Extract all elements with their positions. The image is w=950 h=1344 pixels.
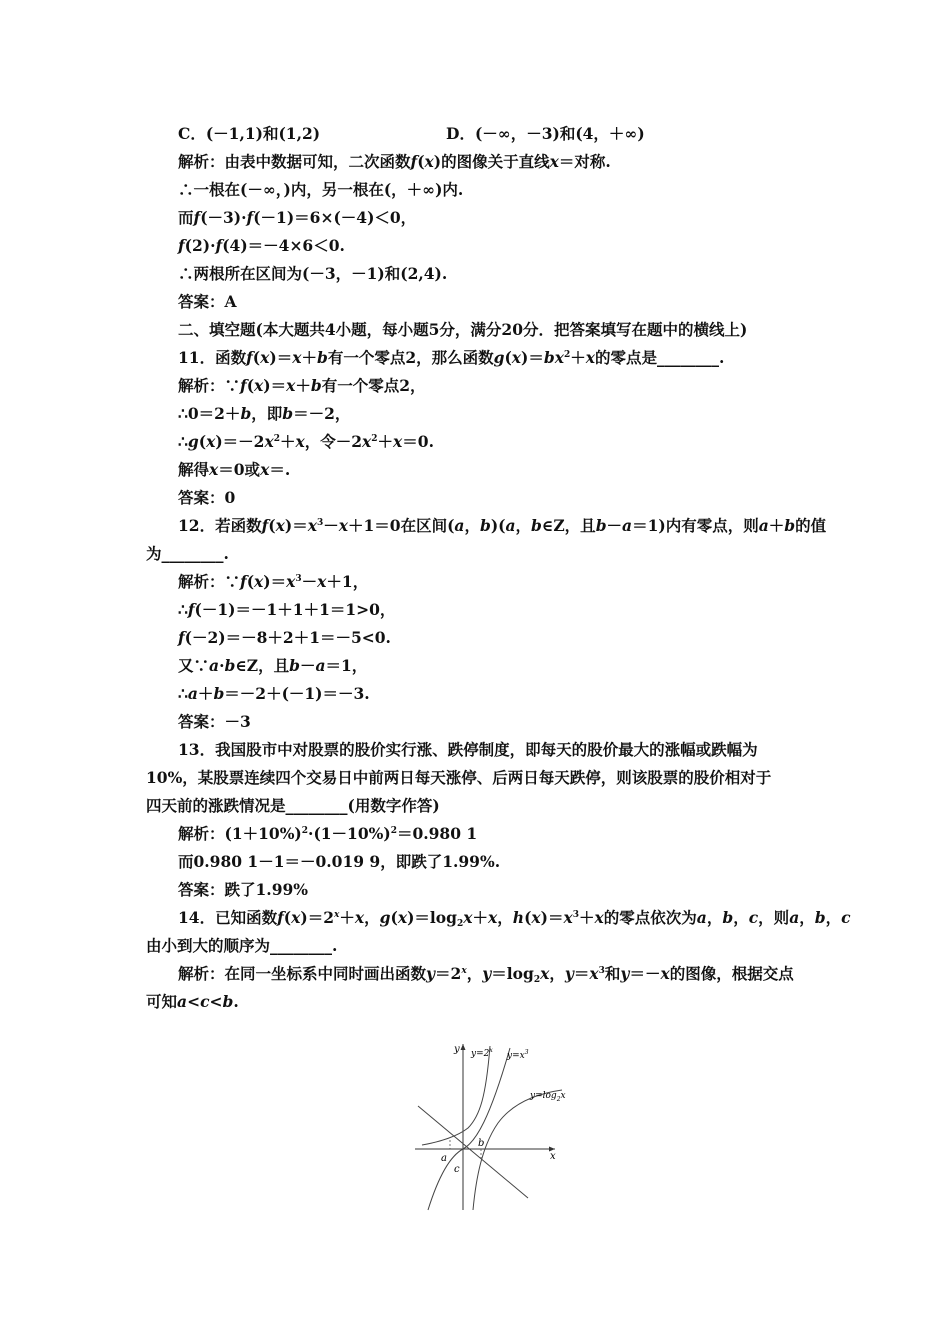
q13-question-line1: 13．我国股市中对股票的股价实行涨、跌停制度，即每天的股价最大的涨幅或跌幅为 [178,740,758,759]
q12-analysis-line1: 解析：$\because f(x)=x^3-x+1$， [178,572,369,591]
q10-analysis-line2: ∴一根在(－∞，)内，另一根在(，＋∞)内. [178,180,464,199]
q14-question-line2: 由小到大的顺序为________. [146,936,338,955]
point-c-label: c [454,1164,460,1175]
q13-question-line2: 10%，某股票连续四个交易日中前两日每天涨停、后两日每天跌停，则该股票的股价相对于 [146,768,772,787]
section-heading: 二、填空题(本大题共4小题，每小题5分，满分20分．把答案填写在题中的横线上) [178,320,748,339]
y-axis-arrow [461,1044,466,1050]
q10-option-c: C．(－1,1)和(1,2) D．(－∞，－3)和(4，＋∞) [178,124,645,143]
q10-analysis-line4: f(2)·f(4)＝－4×6＜0. [178,236,345,255]
q13-analysis-line1: 解析：$(1+10\%)^2\cdot(1-10\%)^2=0.980$ 1 [178,824,478,843]
curve-neg-x [418,1106,528,1198]
q11-analysis-line3: $\therefore g(x)=-2x^2+x$，令$-2x^2+x=0$. [178,432,434,451]
q14-analysis-line2: 可知a<c<b. [146,992,239,1011]
q10-analysis: 解析：由表中数据可知，二次函数f(x)的图像关于直线x＝对称. [178,152,611,171]
q12-analysis-line2: ∴f(－1)＝－1＋1＋1＝1>0， [178,600,396,619]
curve-log [473,1090,562,1210]
q11-analysis-line2: ∴0＝2＋b，即b＝－2， [178,404,351,423]
q12-question: 12．若函数$f(x)=x^3-x+1=0$在区间(a，b)(a，b∈Z，且b－a＝1)内有零点，则a＋b的值 [178,516,827,535]
q12-question-line2: 为________. [146,544,229,563]
q12-analysis-line3: f(－2)＝－8＋2＋1＝－5<0. [178,628,391,647]
q12-analysis-line4: 又∵a·b∈Z，且b－a＝1， [178,656,368,675]
point-b-label: b [478,1138,485,1149]
q13-question-line3: 四天前的涨跌情况是________(用数字作答) [146,796,440,815]
q12-answer: 答案：－3 [178,712,251,731]
q14-question-line1: 14．已知函数$f(x)=2^x+x$，$g(x)=\log_2x+x$，$h(x)=x^3+x$的零点依次为a，b，c，则a，b，c [178,908,851,929]
curve-cube [428,1048,510,1210]
q10-analysis-line5: ∴两根所在区间为(－3，－1)和(2,4). [178,264,448,283]
q11-analysis-line1: 解析：∵f(x)＝x＋b有一个零点2， [178,376,426,395]
q11-answer: 答案：0 [178,488,236,507]
label-cube: $y=x^3$ [507,1049,529,1061]
q11-question: 11．函数f(x)＝x＋b有一个零点2，那么函数$g(x)=bx^2+x$的零点是________. [178,348,725,367]
label-log: $y=\log_2x$ [530,1091,566,1103]
point-a-label: a [441,1153,447,1164]
function-graph-figure [410,1038,575,1213]
q10-analysis-line3: 而f(－3)·f(－1)＝6×(－4)＜0， [178,208,417,227]
q10-answer: 答案：A [178,292,237,311]
q13-analysis-line2: 而0.980 1－1＝－0.019 9，即跌了1.99%. [178,852,501,871]
label-y: y [454,1044,460,1055]
q12-analysis-line5: ∴a＋b＝－2＋(－1)＝－3. [178,684,370,703]
q11-analysis-line4: 解得x＝0或x＝. [178,460,291,479]
q13-answer: 答案：跌了1.99% [178,880,308,899]
q14-analysis-line1: 解析：在同一坐标系中同时画出函数$y=2^x$，$y=\log_2x$，$y=x^3$和y＝－x的图像，根据交点 [178,964,794,985]
label-x: x [550,1151,556,1162]
label-exp: $y=2^x$ [471,1047,493,1059]
q10-option-d: D．(－∞，－3)和(4，＋∞) [446,124,645,143]
